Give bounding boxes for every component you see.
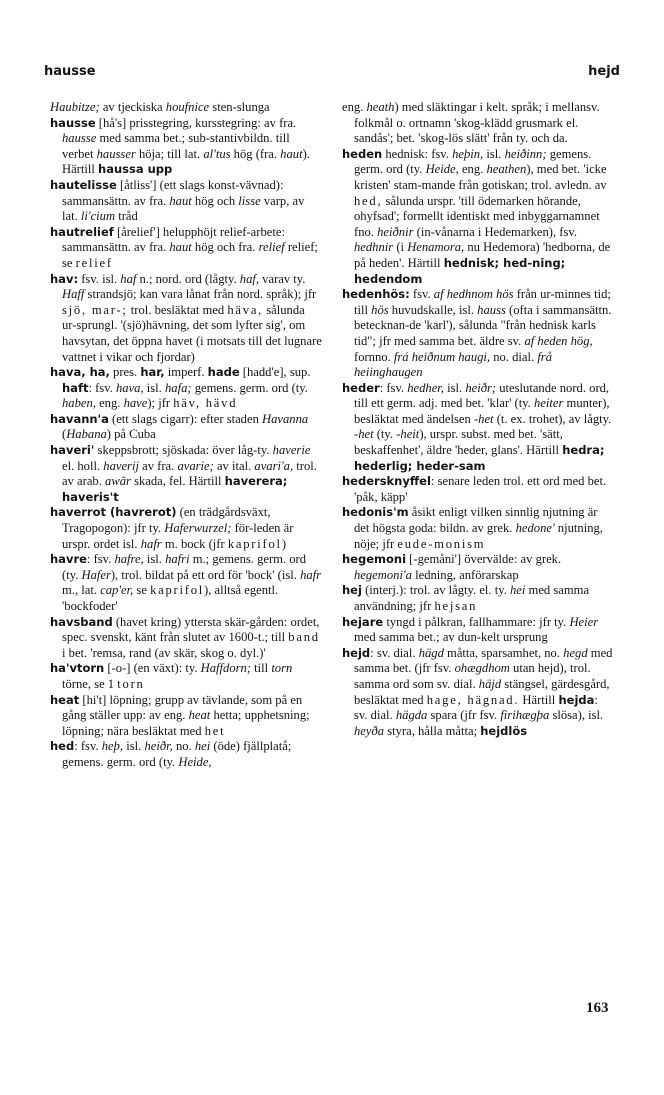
entry-text: heiðinn;	[504, 146, 547, 161]
entry-text: (interj.): trol. av lågty. el. ty.	[361, 583, 510, 598]
entry-text: häv, hävd	[173, 396, 238, 411]
entry-text: : fsv.	[88, 380, 116, 395]
entry-text: hedher,	[407, 380, 444, 395]
entry-headword: hegemoni	[342, 552, 407, 567]
entry-text: med samma bet. (jfr fsv.	[354, 645, 613, 676]
entry-text: med samma användning; jfr	[354, 583, 590, 613]
entry-text: gemens. germ. ord (ty.	[354, 146, 592, 177]
entry-text: tråd	[115, 209, 138, 224]
dictionary-entry	[342, 381, 614, 475]
entry-text: haf	[120, 271, 137, 286]
entry-text: hegemoni'a	[354, 567, 412, 582]
entry-text: gemens. germ. ord (ty.	[191, 380, 308, 395]
entry-text: isl.	[483, 146, 505, 161]
entry-text: av fra.	[138, 458, 178, 473]
entry-text: Heide,	[425, 162, 459, 177]
entry-text: ), med bet. 'icke kristen' stam-mande från gotiskan; trol. avledn. av	[354, 162, 607, 192]
entry-text: ) på Cuba	[106, 427, 156, 442]
entry-text: sjö, mar-;	[62, 302, 128, 317]
entry-text: : fsv.	[379, 380, 408, 395]
entry-text: av tjeckiska	[99, 100, 166, 114]
entry-text: relief	[258, 240, 285, 255]
entry-headword: hade	[207, 365, 240, 380]
dictionary-entry	[50, 443, 322, 505]
entry-text: relief; se	[62, 240, 318, 270]
entry-text: have	[123, 396, 148, 411]
entry-text: torn	[271, 661, 293, 676]
entry-text: heiðr;	[465, 380, 497, 395]
entry-text: törne, se 1	[62, 676, 118, 691]
entry-text: från ur-minnes tid; till	[354, 287, 611, 317]
entry-text: hafri	[165, 552, 190, 567]
entry-text: : fsv.	[74, 739, 102, 754]
entry-text: hög och	[191, 193, 239, 208]
entry-text: (t. ex. trohet), av lågty.	[493, 411, 612, 426]
entry-headword: hejda	[558, 692, 595, 707]
entry-text: m. bock (jfr	[161, 536, 228, 551]
entry-text: )	[281, 536, 287, 551]
entry-text: stängsel, gärdesgård, besläktat med	[354, 676, 610, 707]
entry-headword: hautelisse	[50, 177, 117, 192]
entry-text: hauss	[477, 302, 506, 317]
entry-text: ), trol. bildat på ett ord för 'bock' (isl.	[110, 567, 301, 582]
entry-text: (i	[393, 240, 408, 255]
entry-text: kaprifol	[150, 583, 205, 598]
entry-text: eng.	[342, 100, 367, 114]
dictionary-entry	[342, 474, 614, 505]
entry-text: Haubitze;	[50, 100, 100, 114]
entry-text: heiðr,	[144, 739, 173, 754]
entry-text: heat	[188, 708, 211, 723]
entry-headword: hej	[342, 583, 362, 598]
entry-text: [årelief'] helupphöjt relief-arbete: sammansättn. av fra.	[62, 224, 285, 255]
entry-text: hafa;	[164, 380, 192, 395]
entry-text: heyða	[354, 723, 385, 738]
entry-text: : senare leden trol. ett ord med bet. 'påk, käpp'	[354, 474, 607, 504]
dictionary-entry	[342, 615, 614, 646]
entry-text: med samma bet.; sub-stantivbildn. till verbet	[62, 131, 290, 161]
entry-text: haverij	[103, 458, 139, 473]
entry-text: -het	[354, 427, 374, 442]
entry-headword: haft	[62, 380, 89, 395]
entry-text: hegd	[563, 645, 588, 660]
entry-text: hausse	[62, 131, 97, 146]
entry-text: eude-monism	[397, 536, 486, 551]
entry-text: utan hejd), trol. samma ord som sv. dial.	[354, 661, 591, 691]
entry-text: [hå's] prisstegring, kursstegring: av fra.	[95, 115, 297, 130]
right-column	[342, 100, 614, 739]
entry-text: tyngd i pålkran, fallhammare: jfr ty.	[383, 614, 570, 629]
entry-headword: hausse	[50, 115, 96, 130]
entry-headword: hejd	[342, 645, 371, 660]
entry-text: [hadd'e], sup.	[239, 365, 311, 380]
entry-text: hög och fra.	[191, 240, 259, 255]
entry-text: (ett slags cigarr): efter staden	[108, 411, 263, 426]
entry-text: hejsan	[434, 599, 478, 613]
entry-text: het	[204, 723, 226, 738]
entry-headword: heden	[342, 146, 383, 161]
entry-headword: heder	[342, 380, 380, 395]
entry-text: ). Härtill	[62, 146, 310, 177]
entry-headword: hautrelief	[50, 224, 114, 239]
entry-headword: haverera; haveris't	[62, 474, 288, 504]
dictionary-entry	[342, 505, 614, 552]
entry-headword: havsband	[50, 614, 113, 629]
entry-text: heiter	[533, 396, 564, 411]
entry-text: isl.	[143, 380, 165, 395]
dictionary-entry	[342, 646, 614, 740]
entry-text: -het	[473, 411, 494, 426]
entry-text: till	[251, 661, 272, 676]
entry-text: avarie;	[177, 458, 214, 473]
entry-text: Habana	[66, 427, 107, 442]
entry-text: munter), besläktat med ändelsen	[354, 396, 610, 426]
entry-text: [-gemåni'] övervälde: av grek.	[406, 552, 562, 567]
entry-text: li'cium	[80, 209, 116, 224]
entry-text: styra, hålla måtta;	[384, 723, 481, 738]
entry-text: frå heiinghaugen	[354, 349, 553, 380]
entry-text: ), urspr. subst. med bet. 'sätt, beskaffenhet', äldre 'heder, glans'. Härtill	[354, 427, 563, 458]
entry-text: eng.	[458, 162, 487, 177]
entry-text: hed,	[354, 193, 383, 208]
entry-text: njutning, nöje; jfr	[354, 521, 603, 551]
entry-text: Haff	[62, 287, 85, 302]
entry-text: isl.	[443, 380, 466, 395]
entry-headword: hedersknyffel	[342, 474, 431, 489]
dictionary-entry	[50, 412, 322, 443]
entry-text: haut	[280, 146, 303, 161]
entry-text: Heier	[569, 614, 599, 629]
entry-headword: haussa upp	[98, 162, 173, 177]
entry-text: isl.	[143, 552, 166, 567]
entry-text: haut	[169, 193, 192, 208]
entry-text: (ty.	[373, 427, 397, 442]
entry-headword: har,	[140, 365, 165, 380]
entry-text: n.; nord. ord (lågty.	[136, 271, 240, 286]
left-column	[50, 100, 322, 771]
dictionary-entry	[342, 147, 614, 287]
entry-text: cap'er,	[100, 583, 134, 598]
entry-text: varav ty.	[259, 271, 306, 286]
dictionary-entry	[50, 661, 322, 692]
entry-text: sålunda ur-sprungl. '(sjö)hävning, det som lyfter sig', om havsytan, det öppna havet (i motsats till det lugnare vattnet i vikar och fjordar)	[62, 302, 322, 364]
running-header	[44, 64, 620, 86]
entry-text: Havanna	[262, 411, 309, 426]
entry-text: av ital.	[213, 458, 255, 473]
entry-text: heþin,	[452, 146, 484, 161]
entry-text: för-leden är urspr. ordet isl.	[62, 521, 294, 551]
entry-text: : sv. dial.	[370, 645, 419, 660]
entry-text: måtta, sparsamhet, no.	[443, 645, 564, 660]
entry-text: hausser	[96, 146, 136, 161]
entry-text: slösa), isl.	[549, 708, 604, 723]
entry-text: uteslutande nord. ord, till ett germ. adj. med bet. 'klar' (ty.	[354, 380, 610, 411]
entry-text: höja; till lat.	[135, 146, 204, 161]
entry-text: awâr	[105, 474, 131, 489]
entry-text: avari'a,	[254, 458, 294, 473]
entry-headword: ha'vtorn	[50, 661, 105, 676]
entry-text: hedhnir	[354, 240, 394, 255]
entry-text: huvudskalle, isl.	[388, 302, 478, 317]
dictionary-entry	[342, 100, 614, 147]
entry-headword: havre	[50, 552, 87, 567]
dictionary-entry	[50, 100, 322, 116]
entry-headword: hednisk; hed-ning; hedendom	[354, 255, 566, 286]
dictionary-entry	[50, 225, 322, 272]
entry-text: relief	[75, 255, 113, 270]
entry-text: no.	[172, 739, 195, 754]
entry-text: isl.	[123, 739, 145, 754]
entry-text: ), alltså egentl. 'bockfoder'	[62, 583, 279, 613]
entry-text: varp, av lat.	[62, 193, 305, 224]
entry-text: fornno.	[354, 349, 394, 364]
entry-text: heþ,	[101, 739, 124, 754]
entry-text: hös	[371, 302, 389, 317]
entry-headword: hejare	[342, 614, 384, 629]
entry-text: al'tus	[203, 146, 231, 161]
entry-text: [hi't] löpning; grupp av tävlande, som på en gång ställer upp: av eng.	[62, 692, 303, 723]
dictionary-entry	[342, 287, 614, 381]
entry-headword: hedra; hederlig; heder-sam	[354, 443, 605, 473]
entry-text: Hafer	[81, 567, 111, 582]
entry-text: Haferwurzel;	[164, 521, 232, 536]
entry-headword: hedonis'm	[342, 505, 409, 520]
entry-text: hava,	[115, 380, 144, 395]
entry-text: firihægþa	[500, 708, 550, 723]
entry-text: haben,	[62, 396, 96, 411]
entry-text: hafre,	[114, 552, 144, 567]
dictionary-entry	[50, 272, 322, 366]
entry-text: heiðnir	[377, 224, 414, 239]
entry-text: haverie	[272, 443, 311, 458]
entry-text: hage, hägnad.	[426, 692, 520, 707]
entry-text: (in-vånarna i Hedemarken), fsv.	[413, 224, 578, 239]
entry-text: [åtliss'] (ett slags konst-vävnad): sammansättn. av fra.	[62, 177, 284, 208]
dictionary-entry	[50, 615, 322, 662]
header-left-guideword: hausse	[44, 64, 96, 79]
entry-text: haf,	[239, 271, 260, 286]
entry-text: eng.	[95, 396, 124, 411]
entry-text: : sv. dial.	[354, 692, 598, 723]
entry-text: ); jfr	[147, 396, 174, 411]
entry-text: : fsv.	[86, 552, 115, 567]
entry-text: hednisk: fsv.	[382, 146, 453, 161]
dictionary-entry	[50, 178, 322, 225]
entry-text: hägd	[418, 645, 444, 660]
entry-text: af hedhnom hös	[433, 287, 514, 302]
entry-text: imperf.	[164, 365, 208, 380]
entry-text: häva,	[227, 302, 264, 317]
entry-text: sålunda urspr. 'till ödemarken hörande, ohyfsad'; formellt identiskt med inbyggarnamnet fno.	[354, 193, 600, 239]
entry-text: ohægdhom	[454, 661, 510, 676]
entry-text: strandsjö; kan vara lånat från nord. språk); jfr	[84, 287, 317, 302]
dictionary-entry	[342, 583, 614, 614]
dictionary-entry	[50, 505, 322, 552]
entry-text: heath	[366, 100, 395, 114]
entry-text: hetta; upphetsning; löpning; nära besläktat med	[62, 708, 310, 738]
entry-text: hedone'	[515, 521, 555, 536]
entry-text: hafr	[140, 536, 162, 551]
entry-text: band	[288, 630, 320, 645]
dictionary-entry	[50, 552, 322, 614]
entry-text: torn	[117, 676, 145, 691]
entry-text: frá heiðnum haugi,	[393, 349, 491, 364]
entry-text: med samma bet.; av dun-kelt ursprung	[354, 630, 548, 645]
entry-headword: haverrot (havrerot)	[50, 505, 177, 520]
entry-text: af heden hög,	[524, 333, 593, 348]
entry-text: häjd	[478, 676, 502, 691]
entry-text: [-o-] (en växt): ty.	[104, 661, 201, 676]
entry-text: skada, fel. Härtill	[130, 474, 225, 489]
entry-text: skeppsbrott; sjöskada: över låg-ty.	[94, 443, 273, 458]
entry-headword: havann'a	[50, 411, 109, 426]
page-number: 163	[586, 1000, 609, 1016]
entry-text: hög (fra.	[230, 146, 281, 161]
entry-text: hägda	[395, 708, 428, 723]
entry-text: se	[133, 583, 151, 598]
entry-text: ) med släktingar i kelt. språk; i mellansv. folkmål o. ortnamn 'skog-klädd grusmark el. sandås'; bet. 'skog-lös slätt' från ty. och da.	[354, 100, 600, 146]
entry-text: (öde) fjällplatå; gemens. germ. ord (ty.	[62, 739, 292, 769]
entry-text: spara (jfr fsv.	[427, 708, 501, 723]
entry-text: Henamora,	[407, 240, 465, 255]
dictionary-entry	[50, 116, 322, 178]
header-right-guideword: hejd	[588, 64, 620, 79]
entry-headword: heat	[50, 692, 80, 707]
dictionary-entry	[50, 693, 322, 740]
entry-text: (en trädgårdsväxt, Tragopogon): jfr ty.	[62, 505, 271, 536]
entry-headword: haveri'	[50, 443, 95, 458]
entry-text: haut	[169, 240, 192, 255]
entry-text: (ofta i sammansättn. betecknan-de 'karl'), sålunda "från hednisk karls tid"; jfr med samma bet. äldre sv.	[354, 302, 612, 348]
entry-text: nu Hedemora) 'hedborna, de på heden'. Härtill	[354, 240, 611, 270]
entry-text: Haffdorn;	[200, 661, 252, 676]
entry-text: i bet. 'remsa, rand (av skär, skog o. dyl.)'	[62, 645, 266, 660]
entry-text: trol. av arab.	[62, 458, 317, 489]
dictionary-entry	[50, 365, 322, 412]
entry-text: el. holl.	[62, 458, 104, 473]
entry-text: åsikt enligt vilken sinnlig njutning är det högsta goda: bildn. av grek.	[354, 505, 598, 536]
entry-text: fsv. isl.	[78, 271, 121, 286]
entry-headword: hava, ha,	[50, 365, 110, 380]
entry-text: heathen	[486, 162, 527, 177]
entry-text: (havet kring) yttersta skär-gården: ordet, spec. svenskt, känt från slutet av 1600-t.; till	[62, 614, 320, 645]
entry-headword: hejdlös	[480, 723, 528, 738]
entry-text: sten-slunga	[209, 100, 270, 114]
entry-text: Heide,	[178, 754, 212, 769]
entry-text: (	[62, 427, 67, 442]
entry-text: ledning, anförarskap	[411, 567, 519, 582]
entry-text: -heit	[396, 427, 420, 442]
entry-text: pres.	[109, 365, 141, 380]
entry-headword: hedenhös:	[342, 287, 410, 302]
entry-text: m.; gemens. germ. ord (ty.	[62, 552, 307, 582]
entry-text: hei	[194, 739, 211, 754]
entry-text: no. dial.	[490, 349, 538, 364]
entry-text: fsv.	[409, 287, 434, 302]
entry-headword: hed	[50, 739, 75, 754]
entry-text: lisse	[238, 193, 261, 208]
entry-text: Härtill	[519, 692, 559, 707]
dictionary-entry	[342, 552, 614, 583]
entry-headword: hav:	[50, 271, 79, 286]
entry-text: kaprifol	[227, 536, 282, 551]
entry-text: houfnice	[165, 100, 210, 114]
entry-text: m., lat.	[62, 583, 101, 598]
entry-text: hafr	[300, 567, 322, 582]
entry-text: trol. besläktat med	[127, 302, 228, 317]
dictionary-entry	[50, 739, 322, 770]
entry-text: hei	[510, 583, 526, 598]
